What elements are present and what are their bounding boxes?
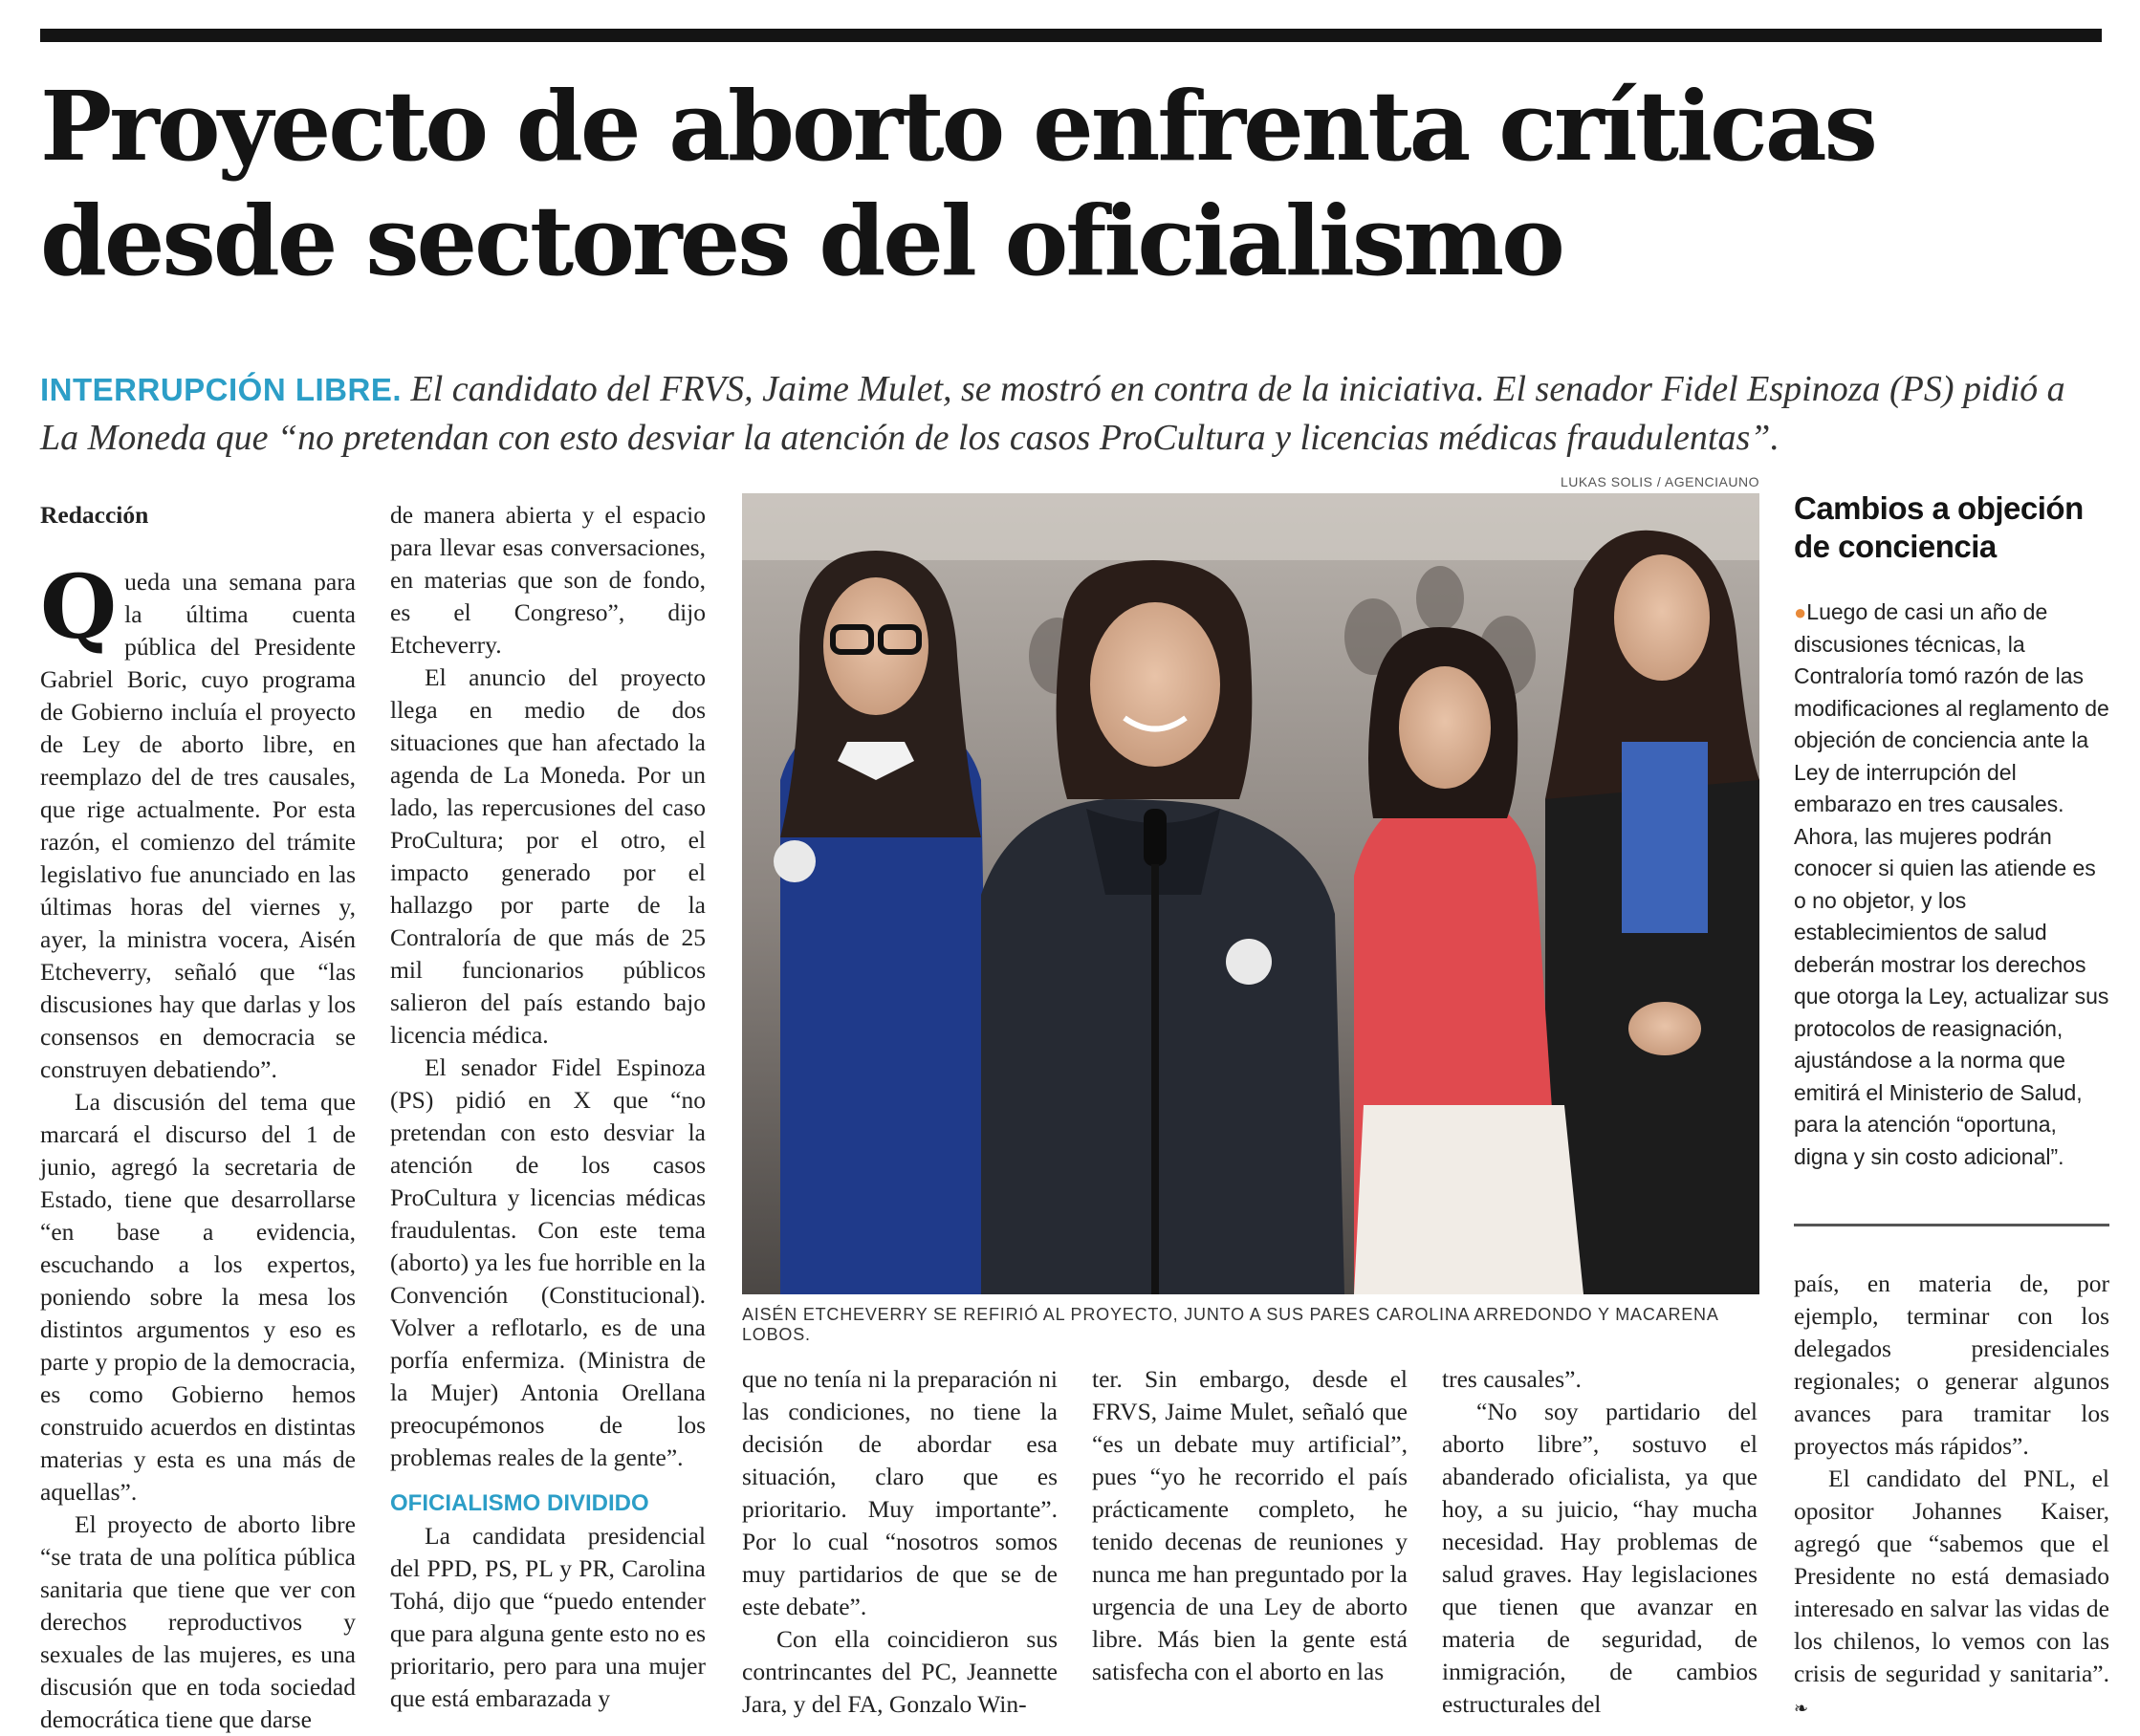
column-3 xyxy=(742,1363,1058,1721)
photo-credit: LUKAS SOLIS / AGENCIAUNO xyxy=(1560,474,1759,489)
paragraph: país, en materia de, por ejemplo, terminar con los delegados presidenciales regionales; o generar algunos avances para tramitar los proyectos más rápidos”. xyxy=(1794,1269,2109,1460)
sidebar-divider xyxy=(1794,1224,2109,1226)
column-6 xyxy=(1794,1268,2109,1725)
end-mark-icon: ❧ xyxy=(1794,1699,1809,1719)
sidebar-body xyxy=(1794,597,2109,1173)
paragraph: “No soy partidario del aborto libre”, sostuvo el abanderado oficialista, ya que hoy, a su juicio, “hay mucha necesidad. Hay problemas de salud graves. Hay legislaciones que tienen que avanzar en materia de seguridad, de inmigración, de cambios estructurales del xyxy=(1442,1398,1758,1718)
sidebar-title: Cambios a objeción de conciencia xyxy=(1794,490,2084,564)
top-rule xyxy=(40,29,2102,42)
column-4 xyxy=(1092,1363,1408,1688)
closing-text: El candidato del PNL, el opositor Johannes Kaiser, agregó que “sabemos que el Presidente no está demasiado interesado en salvar las vidas de los chilenos, lo vemos con las crisis de seguridad y sanitaria”. xyxy=(1794,1465,2109,1687)
paragraph: que no tenía ni la preparación ni las condiciones, no tiene la decisión de abordar esa situación, claro que es prioritario. Muy importante”. Por lo cual “nosotros somos muy partidarios de que se de este debate”. xyxy=(742,1365,1058,1620)
lead-paragraph xyxy=(40,555,356,1086)
paragraph: El senador Fidel Espinoza (PS) pidió en X que “no pretendan con esto desviar la atención de los casos ProCultura y licencias médicas fraudulentas. Con este tema (aborto) ya les fue horrible en la Convención (Constitucional). Volver a reflotarlo, es de una porfía enfermiza. (Ministra de la Mujer) Antonia Orellana preocupémonos de los problemas reales de la gente”. xyxy=(390,1053,706,1471)
photo-illustration xyxy=(742,493,1759,1294)
headline-line-1: Proyecto de aborto enfrenta críticas xyxy=(40,70,1875,183)
deck-text: El candidato del FRVS, Jaime Mulet, se mostró en contra de la iniciativa. El senador Fidel Espinoza (PS) pidió a La Moneda que “no pretendan con esto desviar la atención de los casos ProCultura y licencias médicas fraudulentas”. xyxy=(40,369,2065,458)
paragraph xyxy=(1794,1463,2109,1725)
paragraph: de manera abierta y el espacio para llevar esas conversaciones, en materias que son de fondo, es el Congreso”, dijo Etcheverry. xyxy=(390,501,706,659)
paragraph: El proyecto de aborto libre “se trata de una política pública sanitaria que tiene que ver con derechos reproductivos y sexuales de las mujeres, es una discusión que en toda sociedad democrática tiene que darse xyxy=(40,1510,356,1733)
headline-line-2: desde sectores del oficialismo xyxy=(40,184,1562,297)
drop-cap: Q xyxy=(40,555,118,659)
news-photo xyxy=(742,493,1759,1294)
paragraph: tres causales”. xyxy=(1442,1365,1582,1393)
paragraph: Con ella coincidieron sus contrincantes del PC, Jeannette Jara, y del FA, Gonzalo Win- xyxy=(742,1625,1058,1718)
sidebar-text: Luego de casi un año de discusiones técnicas, la Contraloría tomó razón de las modificaciones al reglamento de objeción de conciencia ante la Ley de interrupción del embarazo en tres causales. Ahora, las mujeres podrán conocer si quien las atiende es o no objetor, y los establecimientos de salud deberán mostrar los derechos que otorga la Ley, actualizar sus protocolos de reasignación, ajustándose a la norma que emitirá el Ministerio de Salud, para la atención “oportuna, digna y sin costo adicional”. xyxy=(1794,599,2109,1169)
photo-caption: AISÉN ETCHEVERRY SE REFIRIÓ AL PROYECTO, JUNTO A SUS PARES CAROLINA ARREDONDO Y MACARENA LOBOS. xyxy=(742,1305,1718,1344)
deck xyxy=(40,365,2106,462)
paragraph: ter. Sin embargo, desde el FRVS, Jaime Mulet, señaló que “es un debate muy artificial”, pues “yo he recorrido el país prácticamente completo, he tenido decenas de reuniones y nunca me han preguntado por la urgencia de una Ley de aborto libre. Más bien la gente está satisfecha con el aborto en las xyxy=(1092,1365,1408,1685)
subhead: OFICIALISMO DIVIDIDO xyxy=(390,1490,649,1516)
byline: Redacción xyxy=(40,501,149,529)
paragraph: El anuncio del proyecto llega en medio de dos situaciones que han afectado la agenda de La Moneda. Por un lado, las repercusiones del caso ProCultura; por el otro, el impacto generado por el hallazgo por parte de la Contraloría de que más de 25 mil funcionarios públicos salieron del país estando bajo licencia médica. xyxy=(390,663,706,1049)
lead-text: ueda una semana para la última cuenta pública del Presidente Gabriel Boric, cuyo programa de Gobierno incluía el proyecto de Ley de aborto libre, en reemplazo del de tres causales, que rige actualmente. Por esta razón, el comienzo del trámite legislativo fue anunciado en las últimas horas del viernes y, ayer, la ministra vocera, Aisén Etcheverry, señaló que “las discusiones hay que darlas y los consensos en democracia se construyen debatiendo”. xyxy=(40,568,356,1083)
deck-kicker: INTERRUPCIÓN LIBRE. xyxy=(40,372,403,407)
column-2 xyxy=(390,499,706,1715)
paragraph: La candidata presidencial del PPD, PS, PL y PR, Carolina Tohá, dijo que “puedo entender que para alguna gente esto no es prioritario, pero para una mujer que está embarazada y xyxy=(390,1522,706,1712)
column-1 xyxy=(40,499,356,1736)
bullet-icon: ● xyxy=(1794,600,1807,624)
paragraph: La discusión del tema que marcará el discurso del 1 de junio, agregó la secretaria de Estado, tiene que desarrollarse “en base a evidencia, escuchando a los expertos, poniendo sobre la mesa los distintos argumentos y eso es parte y propio de la democracia, es como Gobierno hemos construido acuerdos en distintas materias y esta es una más de aquellas”. xyxy=(40,1088,356,1506)
column-5 xyxy=(1442,1363,1758,1721)
headline xyxy=(40,69,2106,298)
